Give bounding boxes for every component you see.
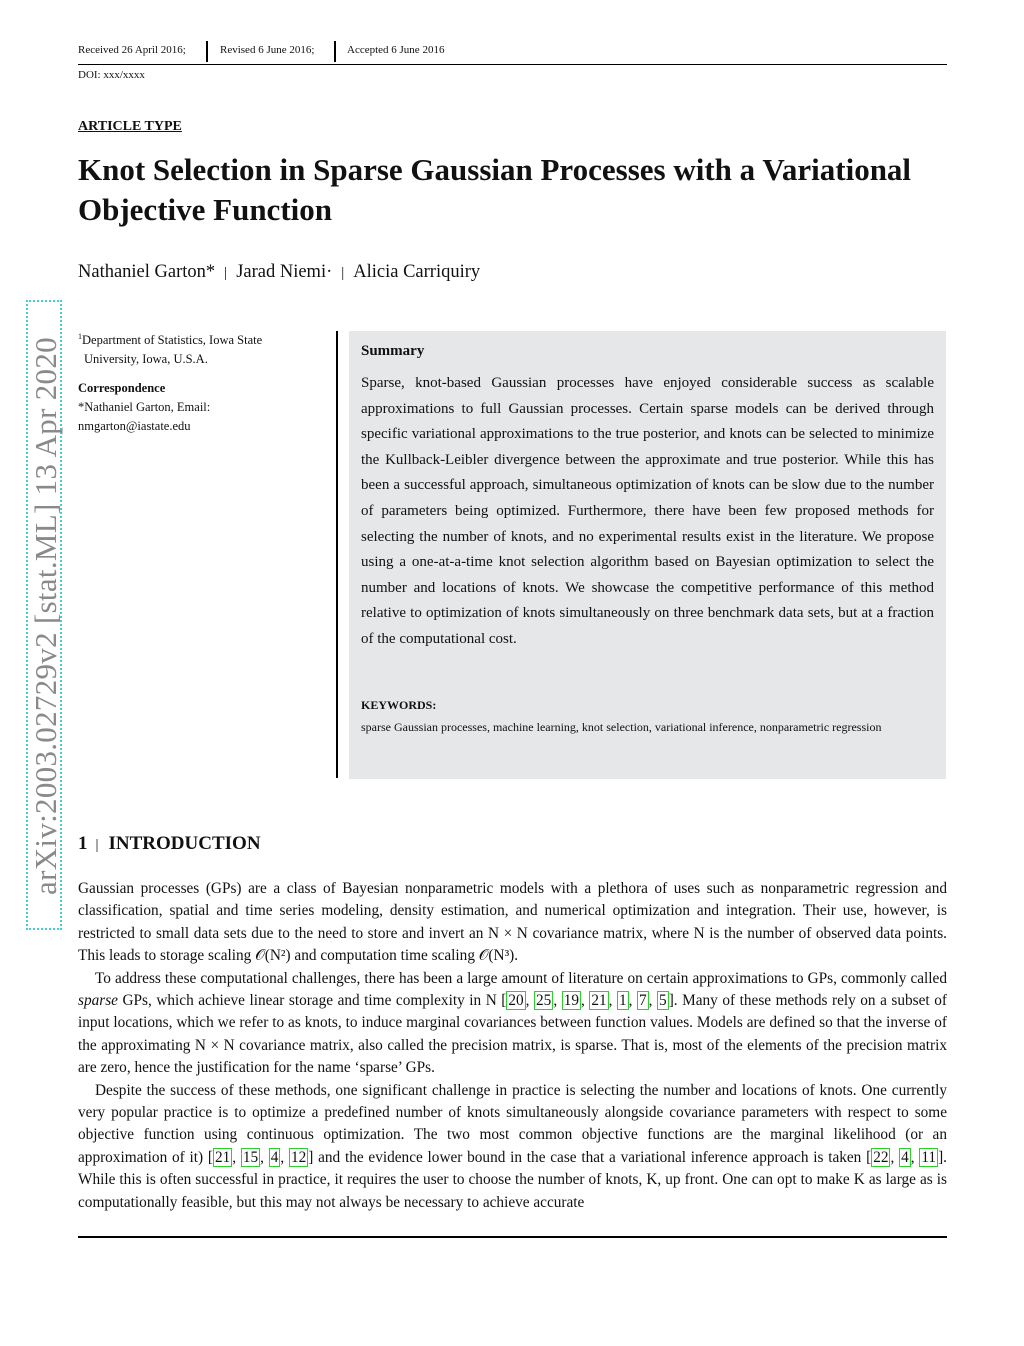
footer-rule bbox=[78, 1236, 947, 1238]
citation-link[interactable]: 4 bbox=[270, 1148, 279, 1166]
correspondence-heading: Correspondence bbox=[78, 381, 166, 395]
header-divider bbox=[206, 41, 208, 62]
citation-link[interactable]: 12 bbox=[290, 1148, 307, 1166]
citation-link[interactable]: 5 bbox=[659, 992, 667, 1010]
section-heading bbox=[78, 833, 261, 855]
citation-link[interactable]: 15 bbox=[242, 1148, 259, 1166]
author-name: Alicia Carriquiry bbox=[353, 262, 481, 282]
journal-header bbox=[78, 40, 947, 65]
citation-link[interactable]: 21 bbox=[591, 992, 607, 1010]
introduction-body bbox=[78, 878, 947, 1214]
accepted-date: Accepted 6 June 2016 bbox=[347, 44, 445, 56]
correspondence-line: *Nathaniel Garton, Email: bbox=[78, 400, 211, 414]
correspondence bbox=[78, 379, 328, 436]
arxiv-identifier-link[interactable] bbox=[26, 300, 62, 930]
author-separator: | bbox=[224, 265, 228, 281]
affiliation-marker: 1 bbox=[78, 332, 82, 341]
citation-link[interactable]: 11 bbox=[921, 1148, 937, 1166]
citation-link[interactable]: 4 bbox=[901, 1148, 909, 1166]
paragraph: Gaussian processes (GPs) are a class of Bayesian nonparametric models with a plethora of uses such as nonparametric regression and classification, spatial and time series modeling, density estimation, and numerical optimization and integration. Their use, however, is restricted to small data sets due to the need to store and invert an N × N covariance matrix, where N is the number of observed data points. This leads to storage scaling 𝒪(N²) and computation time scaling 𝒪(N³). bbox=[78, 880, 947, 965]
section-number: 1 bbox=[78, 833, 88, 854]
title-line: Knot Selection in Sparse Gaussian Processes with a Variational bbox=[78, 152, 912, 187]
section-separator: | bbox=[95, 837, 99, 853]
keywords-text: sparse Gaussian processes, machine learning, knot selection, variational inference, nonparametric regression bbox=[361, 720, 882, 734]
paragraph: Despite the success of these methods, one significant challenge in practice is selecting the number and locations of knots. One currently very popular practice is to optimize a predefined number of knots simultaneously alongside covariance parameters with respect to some objective function using continuous optimization. The two most common objective functions are the marginal likelihood (or an approximation of it) [ 21 , 15 , 4 , 12 ] and the evidence lower bound in the case that a variational inference approach is taken [ 22 , 4 , 11 ]. While this is often successful in practice, it requires the user to choose the number of knots, K, up front. One can opt to make K as large as is computationally feasible, but this may not always be necessary to achieve accurate bbox=[78, 1081, 947, 1211]
citation-link[interactable]: 21 bbox=[214, 1148, 231, 1166]
title-line: Objective Function bbox=[78, 192, 332, 227]
citation-link[interactable]: 19 bbox=[563, 992, 579, 1010]
keywords-heading: KEYWORDS: bbox=[361, 698, 437, 712]
citation-link[interactable]: 1 bbox=[619, 992, 627, 1010]
citation-link[interactable]: 7 bbox=[639, 992, 647, 1010]
correspondence-email: nmgarton@iastate.edu bbox=[78, 419, 191, 433]
affiliation bbox=[78, 327, 308, 369]
arxiv-identifier: arXiv:2003.02729v2 [stat.ML] 13 Apr 2020 bbox=[28, 337, 63, 895]
summary-text: Sparse, knot-based Gaussian processes have enjoyed considerable success as scalable approximations to full Gaussian processes. Certain sparse models can be derived through specific variational approximations to the true posterior, and knots can be selected to minimize the Kullback-Leibler divergence between the approximate and true posterior. While this has been a successful approach, simultaneous optimization of knots can be slow due to the number of parameters being optimized. Furthermore, there have been few proposed methods for selecting the number of knots, and no experimental results exist in the literature. We propose using a one-at-a-time knot selection algorithm based on Bayesian optimization to select the number and locations of knots. We showcase the competitive performance of this method relative to optimization of knots simultaneously on three benchmark data sets, but at a fraction of the computational cost. bbox=[361, 375, 934, 647]
paragraph: To address these computational challenges, there has been a large amount of literature on certain approximations to GPs, commonly called sparse GPs, which achieve linear storage and time complexity in N [ 20 , 25 , 19 , 21 , 1 , 7 , 5 ]. Many of these methods rely on a subset of input locations, which we refer to as knots, to induce marginal covariances between function values. Models are defined so that the inverse of the approximating N × N covariance matrix, also called the precision matrix, is sparse. That is, most of the elements of the precision matrix are zero, hence the justification for the name ‘sparse’ GPs. bbox=[78, 969, 947, 1077]
doi: DOI: xxx/xxxx bbox=[78, 69, 145, 81]
affiliation-line: Department of Statistics, Iowa State bbox=[82, 333, 263, 348]
author-list bbox=[78, 262, 480, 283]
citation-group: 20 , 25 , 19 , 21 , 1 , 7 , 5 bbox=[508, 992, 667, 1010]
author-name: Nathaniel Garton* bbox=[78, 262, 216, 282]
section-title: INTRODUCTION bbox=[108, 833, 261, 854]
citation-link[interactable]: 25 bbox=[536, 992, 552, 1010]
author-separator: | bbox=[341, 265, 345, 281]
article-type: ARTICLE TYPE bbox=[78, 119, 182, 134]
column-divider bbox=[336, 331, 338, 778]
header-divider bbox=[334, 41, 336, 62]
citation-link[interactable]: 22 bbox=[873, 1148, 889, 1166]
summary-heading: Summary bbox=[361, 343, 425, 359]
citation-link[interactable]: 20 bbox=[508, 992, 524, 1010]
emphasis: sparse bbox=[78, 992, 118, 1010]
affiliation-line: University, Iowa, U.S.A. bbox=[84, 352, 208, 367]
author-name: Jarad Niemi· bbox=[236, 262, 333, 282]
paper-title bbox=[78, 150, 958, 230]
received-date: Received 26 April 2016; bbox=[78, 44, 186, 56]
revised-date: Revised 6 June 2016; bbox=[220, 44, 315, 56]
